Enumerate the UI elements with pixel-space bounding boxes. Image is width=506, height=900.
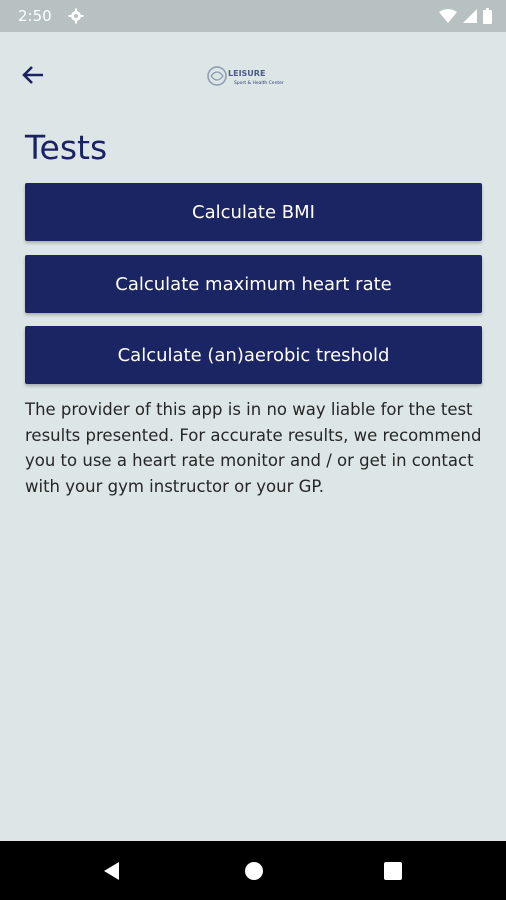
back-button[interactable]: [14, 58, 52, 92]
nav-back-icon[interactable]: [101, 860, 123, 882]
calculate-bmi-button[interactable]: Calculate BMI: [25, 183, 482, 241]
wifi-icon: [439, 9, 457, 23]
nav-home-icon[interactable]: [243, 860, 265, 882]
status-icons: [439, 8, 492, 24]
arrow-left-icon: [21, 64, 45, 86]
battery-icon: [483, 8, 492, 24]
app-bar: [0, 32, 506, 120]
navigation-bar: [0, 841, 506, 900]
logo-text: LEISURE: [228, 69, 266, 78]
logo-subtext: Sport & Health Center: [234, 81, 284, 86]
signal-icon: [463, 9, 477, 23]
gear-icon: [68, 8, 84, 24]
brand-logo: [206, 64, 302, 88]
disclaimer-text: The provider of this app is in no way liable for the test results presented. For accurate results, we recommend you to use a heart rate monitor and / or get in contact with your gym instructor or your GP.: [25, 400, 482, 496]
nav-recents-icon[interactable]: [382, 860, 404, 882]
status-bar: [0, 0, 506, 32]
calculate-max-heart-rate-button[interactable]: Calculate maximum heart rate: [25, 255, 482, 313]
status-time: 2:50: [18, 7, 52, 25]
page-title: Tests: [25, 128, 108, 167]
calculate-aerobic-threshold-button[interactable]: Calculate (an)aerobic treshold: [25, 326, 482, 384]
